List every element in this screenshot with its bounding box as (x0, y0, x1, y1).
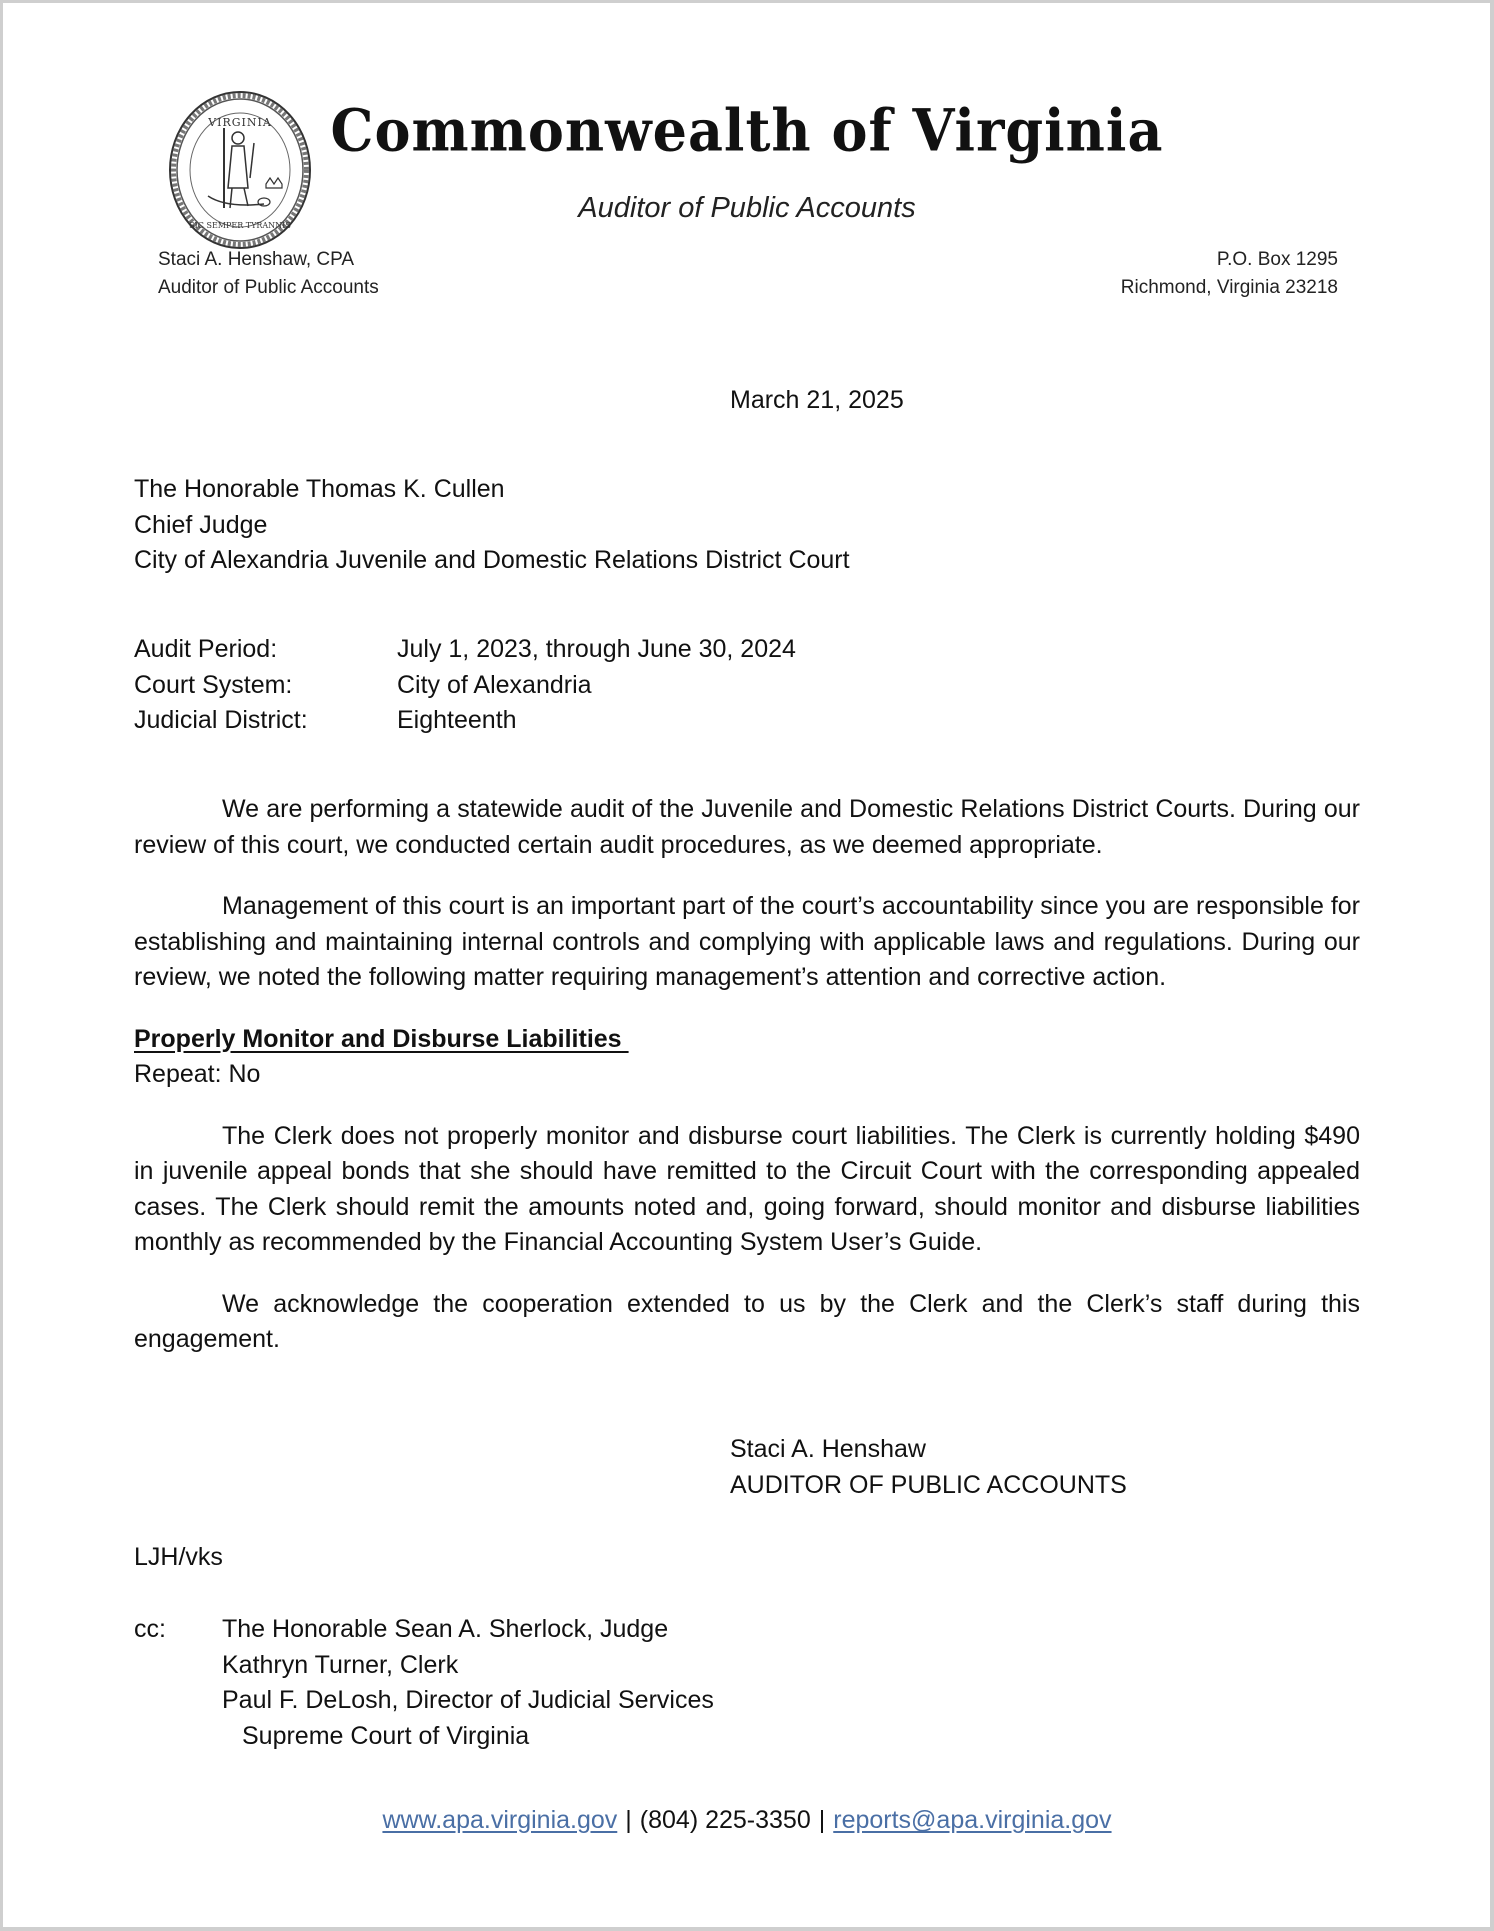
paragraph-acknowledgement: We acknowledge the cooperation extended to us by the Clerk and the Clerk’s staff during this engagement. (134, 1289, 1360, 1353)
cc-recipient: Kathryn Turner, Clerk (222, 1650, 459, 1679)
court-system-label: Court System: (134, 670, 293, 699)
audit-period-label: Audit Period: (134, 635, 278, 663)
cc-recipient: The Honorable Sean A. Sherlock, Judge (222, 1615, 669, 1643)
footer-separator: | (625, 1806, 632, 1834)
svg-text:SIC SEMPER TYRANNIS: SIC SEMPER TYRANNIS (189, 221, 291, 230)
judicial-district-value: Eighteenth (397, 706, 517, 734)
footer-separator: | (818, 1806, 826, 1834)
paragraph-finding: The Clerk does not properly monitor and disburse court liabilities. The Clerk is currently holding $490 in juvenile appeal bonds that she should have remitted to the Circuit Court with the corresponding appealed cases. The Clerk should remit the amounts noted and, going forward, should monitor and disburse liabilities monthly as recommended by the Financial Accounting System User’s Guide. (134, 1121, 1360, 1256)
paragraph-intro: We are performing a statewide audit of the Juvenile and Domestic Relations District Courts. During our review of this court, we conducted certain audit procedures, as we deemed appropriate. (134, 795, 1360, 859)
audit-info (134, 632, 796, 739)
email-link[interactable]: reports@apa.virginia.gov (833, 1806, 1112, 1834)
court-system-value: City of Alexandria (397, 670, 592, 699)
sender-block (158, 246, 379, 302)
signature-block (730, 1432, 1127, 1503)
letterhead-subtitle: Auditor of Public Accounts (578, 192, 916, 224)
court-system-row (134, 668, 796, 704)
addressee-court: City of Alexandria Juvenile and Domestic Relations District Court (134, 546, 850, 574)
audit-period-value: July 1, 2023, through June 30, 2024 (397, 635, 796, 663)
footer (0, 1806, 1494, 1835)
sender-title: Auditor of Public Accounts (158, 277, 379, 298)
judicial-district-label: Judicial District: (134, 706, 308, 734)
cc-recipient-org: Supreme Court of Virginia (242, 1721, 530, 1750)
finding-repeat: Repeat: No (134, 1060, 261, 1088)
signature-title: AUDITOR OF PUBLIC ACCOUNTS (730, 1470, 1127, 1499)
initials: LJH/vks (134, 1543, 223, 1571)
website-link[interactable]: www.apa.virginia.gov (382, 1806, 618, 1834)
addressee-block (134, 472, 850, 579)
cc-recipient: Paul F. DeLosh, Director of Judicial Services (222, 1686, 714, 1714)
signature-name: Staci A. Henshaw (730, 1435, 926, 1463)
address-block (1121, 246, 1338, 302)
letter-body (134, 792, 1360, 1384)
letterhead-title: Commonwealth of Virginia (330, 95, 1164, 165)
svg-text:VIRGINIA: VIRGINIA (208, 116, 272, 129)
cc-label: cc: (134, 1615, 166, 1643)
addressee-title: Chief Judge (134, 510, 268, 539)
letter-date: March 21, 2025 (730, 386, 904, 414)
addressee-name: The Honorable Thomas K. Cullen (134, 475, 505, 503)
finding-title: Properly Monitor and Disburse Liabilities (134, 1024, 622, 1053)
phone-number: (804) 225-3350 (639, 1806, 811, 1834)
po-box: P.O. Box 1295 (1216, 249, 1338, 270)
audit-period-row (134, 632, 796, 668)
paragraph-management: Management of this court is an important part of the court’s accountability since you are responsible for establishing and maintaining internal controls and complying with applicable laws and regulations. During our review, we noted the following matter requiring management’s attention and corrective action. (134, 892, 1360, 991)
sender-name: Staci A. Henshaw, CPA (158, 249, 355, 270)
judicial-district-row (134, 703, 796, 739)
cc-recipients (222, 1612, 714, 1754)
cc-block (134, 1612, 714, 1754)
city-state-zip: Richmond, Virginia 23218 (1120, 277, 1338, 298)
